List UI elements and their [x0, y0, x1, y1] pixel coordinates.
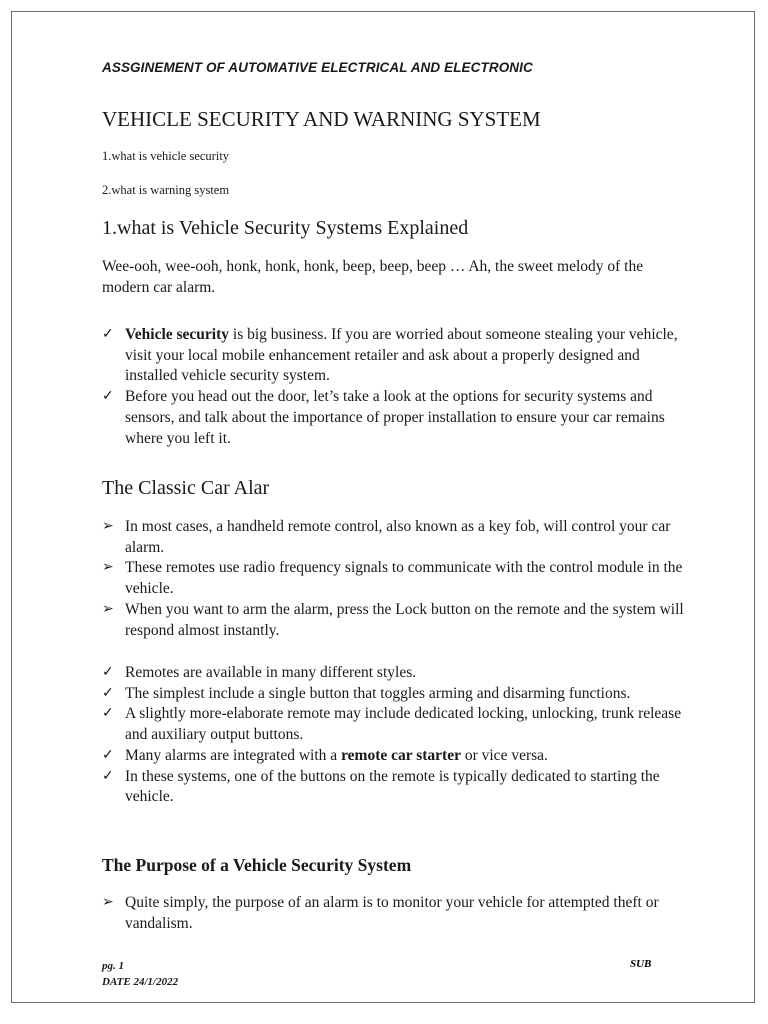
checkmark-icon: ✓	[102, 665, 114, 680]
checkmark-icon: ✓	[102, 768, 114, 784]
arrow-bullet-icon: ➢	[102, 601, 114, 617]
document-page	[11, 11, 755, 1003]
toc-item-2: 2.what is warning system	[102, 183, 230, 197]
checkmark-icon: ✓	[102, 747, 114, 763]
header-title: ASSGINEMENT OF AUTOMATIVE ELECTRICAL AND ELECTRONIC	[102, 60, 533, 75]
list-item: ✓ Remotes are available in many different styles.	[102, 663, 692, 684]
list-item: ✓ Many alarms are integrated with a remote car starter or vice versa.	[102, 746, 692, 767]
section1-intro: Wee-ooh, wee-ooh, honk, honk, honk, beep, beep, beep … Ah, the sweet melody of the modern car alarm.	[102, 258, 644, 296]
list-item: ✓ The simplest include a single button that toggles arming and disarming functions.	[102, 684, 692, 705]
section3-arrow-list	[102, 893, 692, 934]
list-item: ➢ These remotes use radio frequency signals to communicate with the control module in the vehicle.	[102, 559, 683, 598]
footer-date: DATE 24/1/2022	[102, 976, 179, 988]
toc-item-1: 1.what is vehicle security	[102, 149, 230, 163]
checkmark-icon: ✓	[102, 706, 114, 722]
checkmark-icon: ✓	[102, 685, 114, 701]
footer-right-label: SUB	[630, 958, 652, 970]
section2-heading: The Classic Car Alar	[102, 477, 270, 499]
arrow-bullet-icon: ➢	[102, 560, 114, 576]
list-item: ✓ Before you head out the door, let’s take a look at the options for security systems and sensors, and talk about the importance of proper installation to ensure your car remains where you left it.	[102, 388, 665, 447]
arrow-bullet-icon: ➢	[102, 519, 114, 534]
list-item: ➢ Quite simply, the purpose of an alarm is to monitor your vehicle for attempted theft or vandalism.	[102, 894, 659, 932]
document-title: VEHICLE SECURITY AND WARNING SYSTEM	[102, 107, 541, 131]
checkmark-icon: ✓	[102, 389, 114, 405]
page-number: pg. 1	[102, 960, 124, 972]
list-item: ➢ In most cases, a handheld remote control, also known as a key fob, will control your car alarm.	[102, 518, 671, 556]
list-item: ✓ Vehicle security is big business. If you are worried about someone stealing your vehicle, visit your local mobile enhancement retailer and ask about a properly designed and installed vehicle security system.	[102, 326, 678, 385]
checkmark-icon: ✓	[102, 327, 114, 342]
list-item: ✓ A slightly more-elaborate remote may include dedicated locking, unlocking, trunk release and auxiliary output buttons.	[102, 705, 682, 744]
section1-check-list	[102, 325, 692, 449]
bold-term: Vehicle security	[125, 326, 230, 343]
section2-check-list	[102, 663, 692, 808]
section1-heading: 1.what is Vehicle Security Systems Explained	[102, 217, 469, 239]
footer-left	[102, 958, 178, 990]
arrow-bullet-icon: ➢	[102, 895, 114, 910]
list-item: ✓ In these systems, one of the buttons on the remote is typically dedicated to starting the vehicle.	[102, 767, 660, 806]
section3-heading: The Purpose of a Vehicle Security System	[102, 855, 412, 875]
section2-arrow-list	[102, 517, 692, 641]
bold-term: remote car starter	[341, 746, 461, 764]
list-item: ➢ When you want to arm the alarm, press the Lock button on the remote and the system will respond almost instantly.	[102, 600, 684, 639]
